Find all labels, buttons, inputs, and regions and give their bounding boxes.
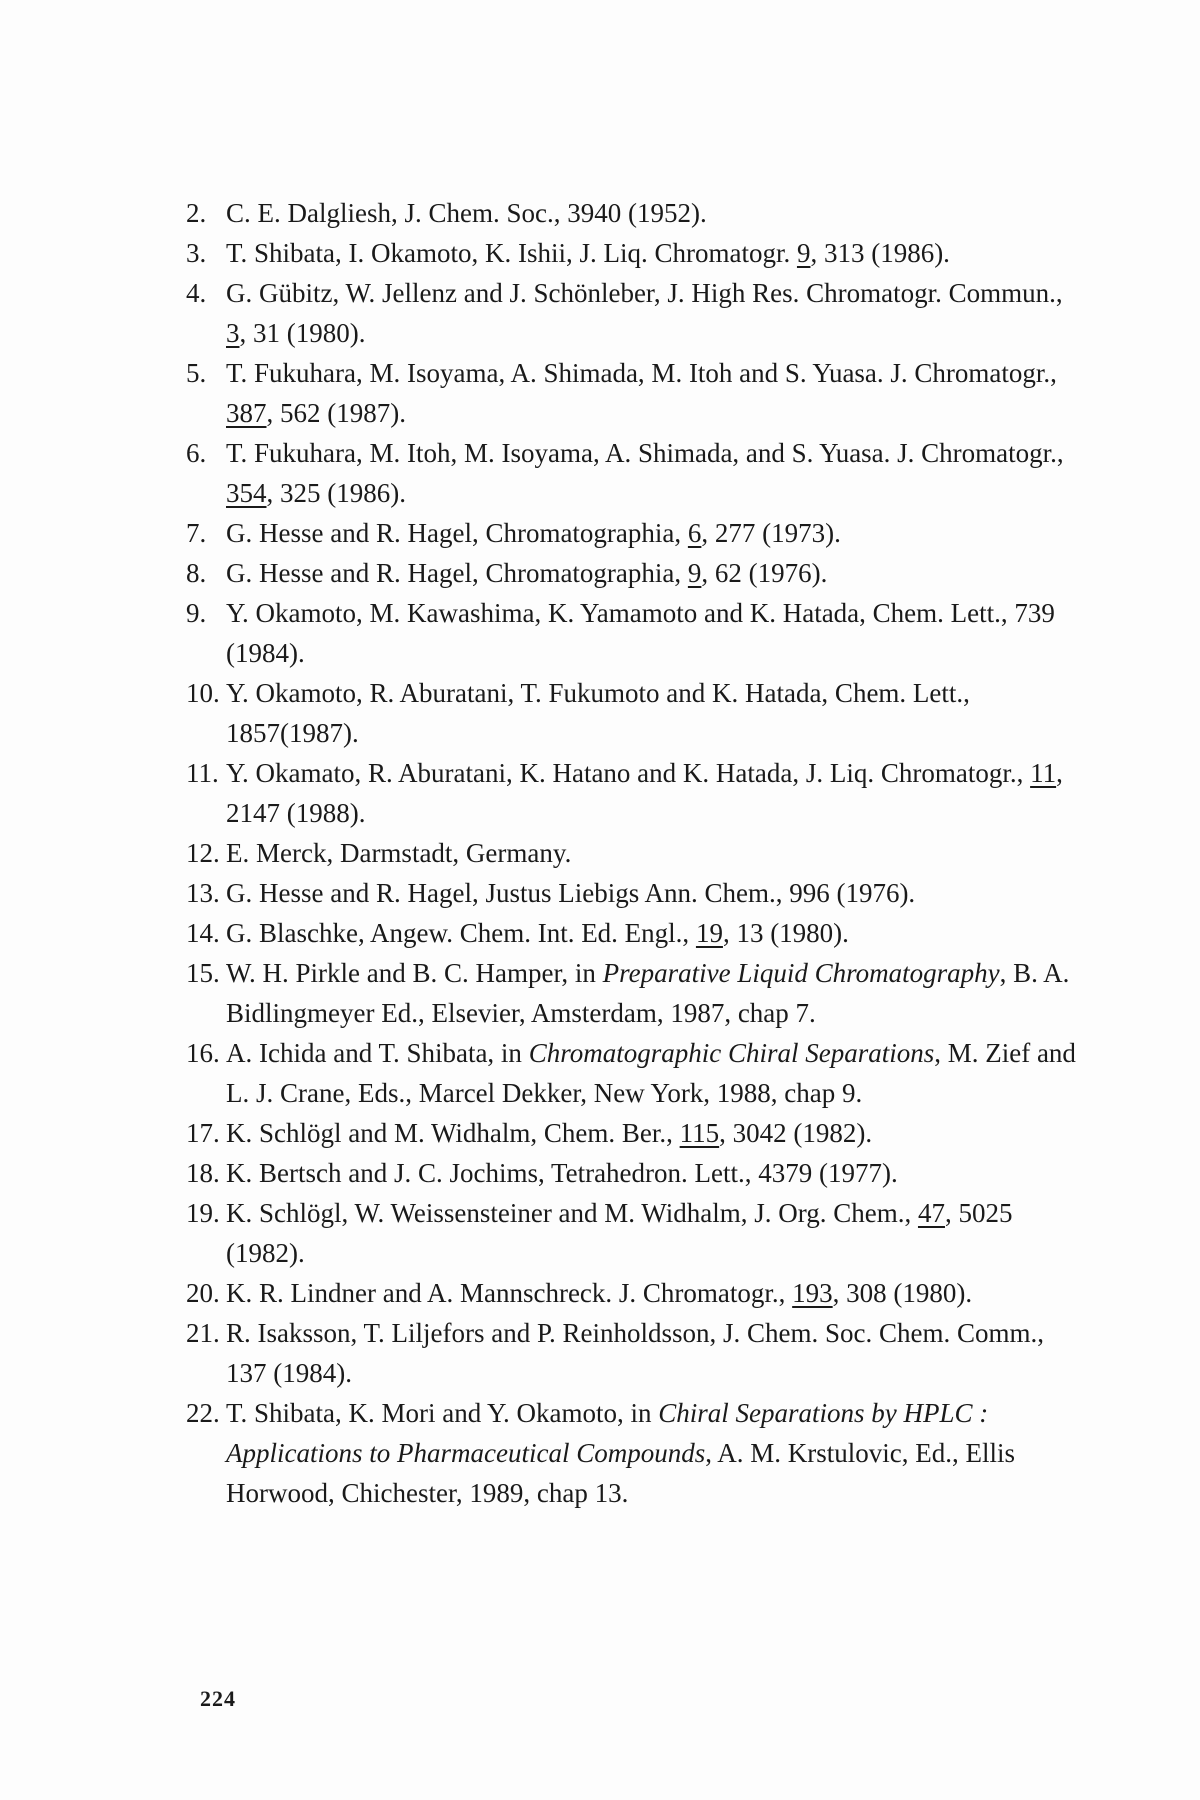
reference-text — [226, 593, 1076, 673]
reference-number: 19. — [186, 1198, 220, 1228]
reference-item — [186, 833, 1076, 873]
page-number: 224 — [200, 1686, 236, 1711]
reference-segment: G. Hesse and R. Hagel, Chromatographia, — [226, 558, 688, 588]
reference-text — [226, 753, 1076, 833]
reference-segment: , 277 (1973). — [701, 518, 841, 548]
reference-number: 21. — [186, 1318, 220, 1348]
reference-segment: C. E. Dalgliesh, J. Chem. Soc., 3940 (1952). — [226, 198, 707, 228]
volume-number: 3 — [226, 318, 240, 348]
reference-item — [186, 673, 1076, 753]
reference-segment: A. Ichida and T. Shibata, in — [226, 1038, 529, 1068]
reference-segment: T. Shibata, I. Okamoto, K. Ishii, J. Liq. Chromatogr. — [226, 238, 797, 268]
reference-text — [226, 553, 1076, 593]
reference-text — [226, 833, 1076, 873]
reference-text — [226, 873, 1076, 913]
reference-segment: , 562 (1987). — [266, 398, 406, 428]
reference-segment: , M. Zief and L. J. Crane, Eds., Marcel Dekker, New York, 1988, chap 9. — [226, 1038, 1083, 1108]
reference-item — [186, 513, 1076, 553]
reference-text — [226, 233, 1076, 273]
volume-number: 47 — [917, 1198, 945, 1228]
volume-number: 19 — [695, 918, 723, 948]
reference-segment: , 31 (1980). — [239, 318, 366, 348]
reference-text — [226, 273, 1076, 353]
reference-segment: T. Fukuhara, M. Isoyama, A. Shimada, M. Itoh and S. Yuasa. J. Chromatogr., — [226, 358, 1064, 388]
reference-number: 3. — [186, 238, 207, 268]
reference-item — [186, 193, 1076, 233]
book-title: Chiral Separations by HPLC : Applications to Pharmaceutical Compounds — [226, 1398, 995, 1468]
book-title: Preparative Liquid Chromatography — [602, 958, 1000, 988]
reference-number: 16. — [186, 1038, 220, 1068]
volume-number: 387 — [226, 398, 267, 428]
reference-item — [186, 1193, 1076, 1273]
reference-text — [226, 513, 1076, 553]
reference-item — [186, 873, 1076, 913]
reference-number: 9. — [186, 598, 207, 628]
reference-item — [186, 273, 1076, 353]
reference-list — [186, 193, 1083, 1513]
volume-number: 6 — [687, 518, 702, 548]
reference-segment: , 62 (1976). — [701, 558, 828, 588]
reference-number: 17. — [186, 1118, 220, 1148]
reference-segment: Y. Okamoto, M. Kawashima, K. Yamamoto and K. Hatada, Chem. Lett., 739 (1984). — [226, 598, 1062, 668]
reference-segment: , A. M. Krstulovic, Ed., Ellis Horwood, Chichester, 1989, chap 13. — [226, 1438, 1022, 1508]
reference-segment: Y. Okamoto, R. Aburatani, T. Fukumoto and K. Hatada, Chem. Lett., 1857(1987). — [226, 678, 977, 748]
reference-item — [186, 1273, 1076, 1313]
reference-number: 4. — [186, 278, 207, 308]
reference-segment: G. Blaschke, Angew. Chem. Int. Ed. Engl., — [226, 918, 696, 948]
reference-number: 6. — [186, 438, 207, 468]
reference-text — [226, 953, 1076, 1033]
reference-text — [226, 433, 1076, 513]
reference-text — [226, 1113, 1076, 1153]
reference-item — [186, 1113, 1076, 1153]
reference-item — [186, 1313, 1076, 1393]
reference-number: 20. — [186, 1278, 220, 1308]
volume-number: 354 — [226, 478, 267, 508]
reference-number: 22. — [186, 1398, 220, 1428]
reference-text — [226, 673, 1076, 753]
reference-text — [226, 1033, 1083, 1113]
reference-item — [186, 1033, 1083, 1113]
reference-segment: E. Merck, Darmstadt, Germany. — [226, 838, 572, 868]
reference-item — [186, 753, 1076, 833]
reference-segment: G. Hesse and R. Hagel, Chromatographia, — [226, 518, 688, 548]
reference-segment: Y. Okamato, R. Aburatani, K. Hatano and K. Hatada, J. Liq. Chromatogr., — [226, 758, 1031, 788]
volume-number: 9 — [796, 238, 811, 268]
reference-number: 11. — [186, 758, 219, 788]
reference-segment: W. H. Pirkle and B. C. Hamper, in — [226, 958, 603, 988]
reference-segment: , 308 (1980). — [832, 1278, 973, 1308]
volume-number: 11 — [1030, 758, 1057, 788]
reference-number: 13. — [186, 878, 220, 908]
reference-text — [226, 353, 1076, 433]
reference-segment: R. Isaksson, T. Liljefors and P. Reinholdsson, J. Chem. Soc. Chem. Comm., 137 (1984). — [226, 1318, 1051, 1388]
book-title: Chromatographic Chiral Separations — [528, 1038, 935, 1068]
reference-segment: , B. A. Bidlingmeyer Ed., Elsevier, Amsterdam, 1987, chap 7. — [226, 958, 1077, 1028]
reference-segment: K. R. Lindner and A. Mannschreck. J. Chromatogr., — [226, 1278, 793, 1308]
reference-number: 7. — [186, 518, 207, 548]
reference-segment: G. Hesse and R. Hagel, Justus Liebigs Ann. Chem., 996 (1976). — [226, 878, 916, 908]
reference-segment: T. Shibata, K. Mori and Y. Okamoto, in — [226, 1398, 659, 1428]
reference-text — [226, 1393, 1076, 1513]
reference-number: 8. — [186, 558, 207, 588]
reference-number: 18. — [186, 1158, 220, 1188]
reference-segment: , 5025 (1982). — [226, 1198, 1020, 1268]
reference-item — [186, 913, 1076, 953]
volume-number: 9 — [687, 558, 702, 588]
reference-text — [226, 1193, 1076, 1273]
reference-segment: K. Schlögl, W. Weissensteiner and M. Widhalm, J. Org. Chem., — [226, 1198, 918, 1228]
reference-text — [226, 1153, 1076, 1193]
reference-item — [186, 233, 1076, 273]
reference-segment: , 325 (1986). — [266, 478, 406, 508]
reference-segment: G. Gübitz, W. Jellenz and J. Schönleber, J. High Res. Chromatogr. Commun., — [226, 278, 1070, 308]
reference-segment: , 3042 (1982). — [719, 1118, 873, 1148]
volume-number: 115 — [679, 1118, 720, 1148]
reference-item — [186, 953, 1076, 1033]
reference-number: 14. — [186, 918, 220, 948]
reference-number: 15. — [186, 958, 220, 988]
reference-number: 5. — [186, 358, 207, 388]
reference-segment: , 313 (1986). — [810, 238, 950, 268]
reference-segment: , 13 (1980). — [722, 918, 849, 948]
reference-item — [186, 1393, 1076, 1513]
reference-item — [186, 433, 1076, 513]
reference-item — [186, 553, 1076, 593]
volume-number: 193 — [792, 1278, 833, 1308]
reference-segment: K. Bertsch and J. C. Jochims, Tetrahedron. Lett., 4379 (1977). — [226, 1158, 898, 1188]
reference-item — [186, 353, 1076, 433]
reference-item — [186, 1153, 1076, 1193]
reference-text — [226, 1273, 1076, 1313]
reference-text — [226, 193, 1076, 233]
reference-segment: K. Schlögl and M. Widhalm, Chem. Ber., — [226, 1118, 680, 1148]
reference-item — [186, 593, 1076, 673]
reference-segment: , 2147 (1988). — [226, 758, 1070, 828]
reference-number: 10. — [186, 678, 220, 708]
reference-number: 12. — [186, 838, 220, 868]
reference-number: 2. — [186, 198, 207, 228]
reference-text — [226, 913, 1076, 953]
reference-segment: T. Fukuhara, M. Itoh, M. Isoyama, A. Shimada, and S. Yuasa. J. Chromatogr., — [226, 438, 1071, 468]
reference-text — [226, 1313, 1076, 1393]
